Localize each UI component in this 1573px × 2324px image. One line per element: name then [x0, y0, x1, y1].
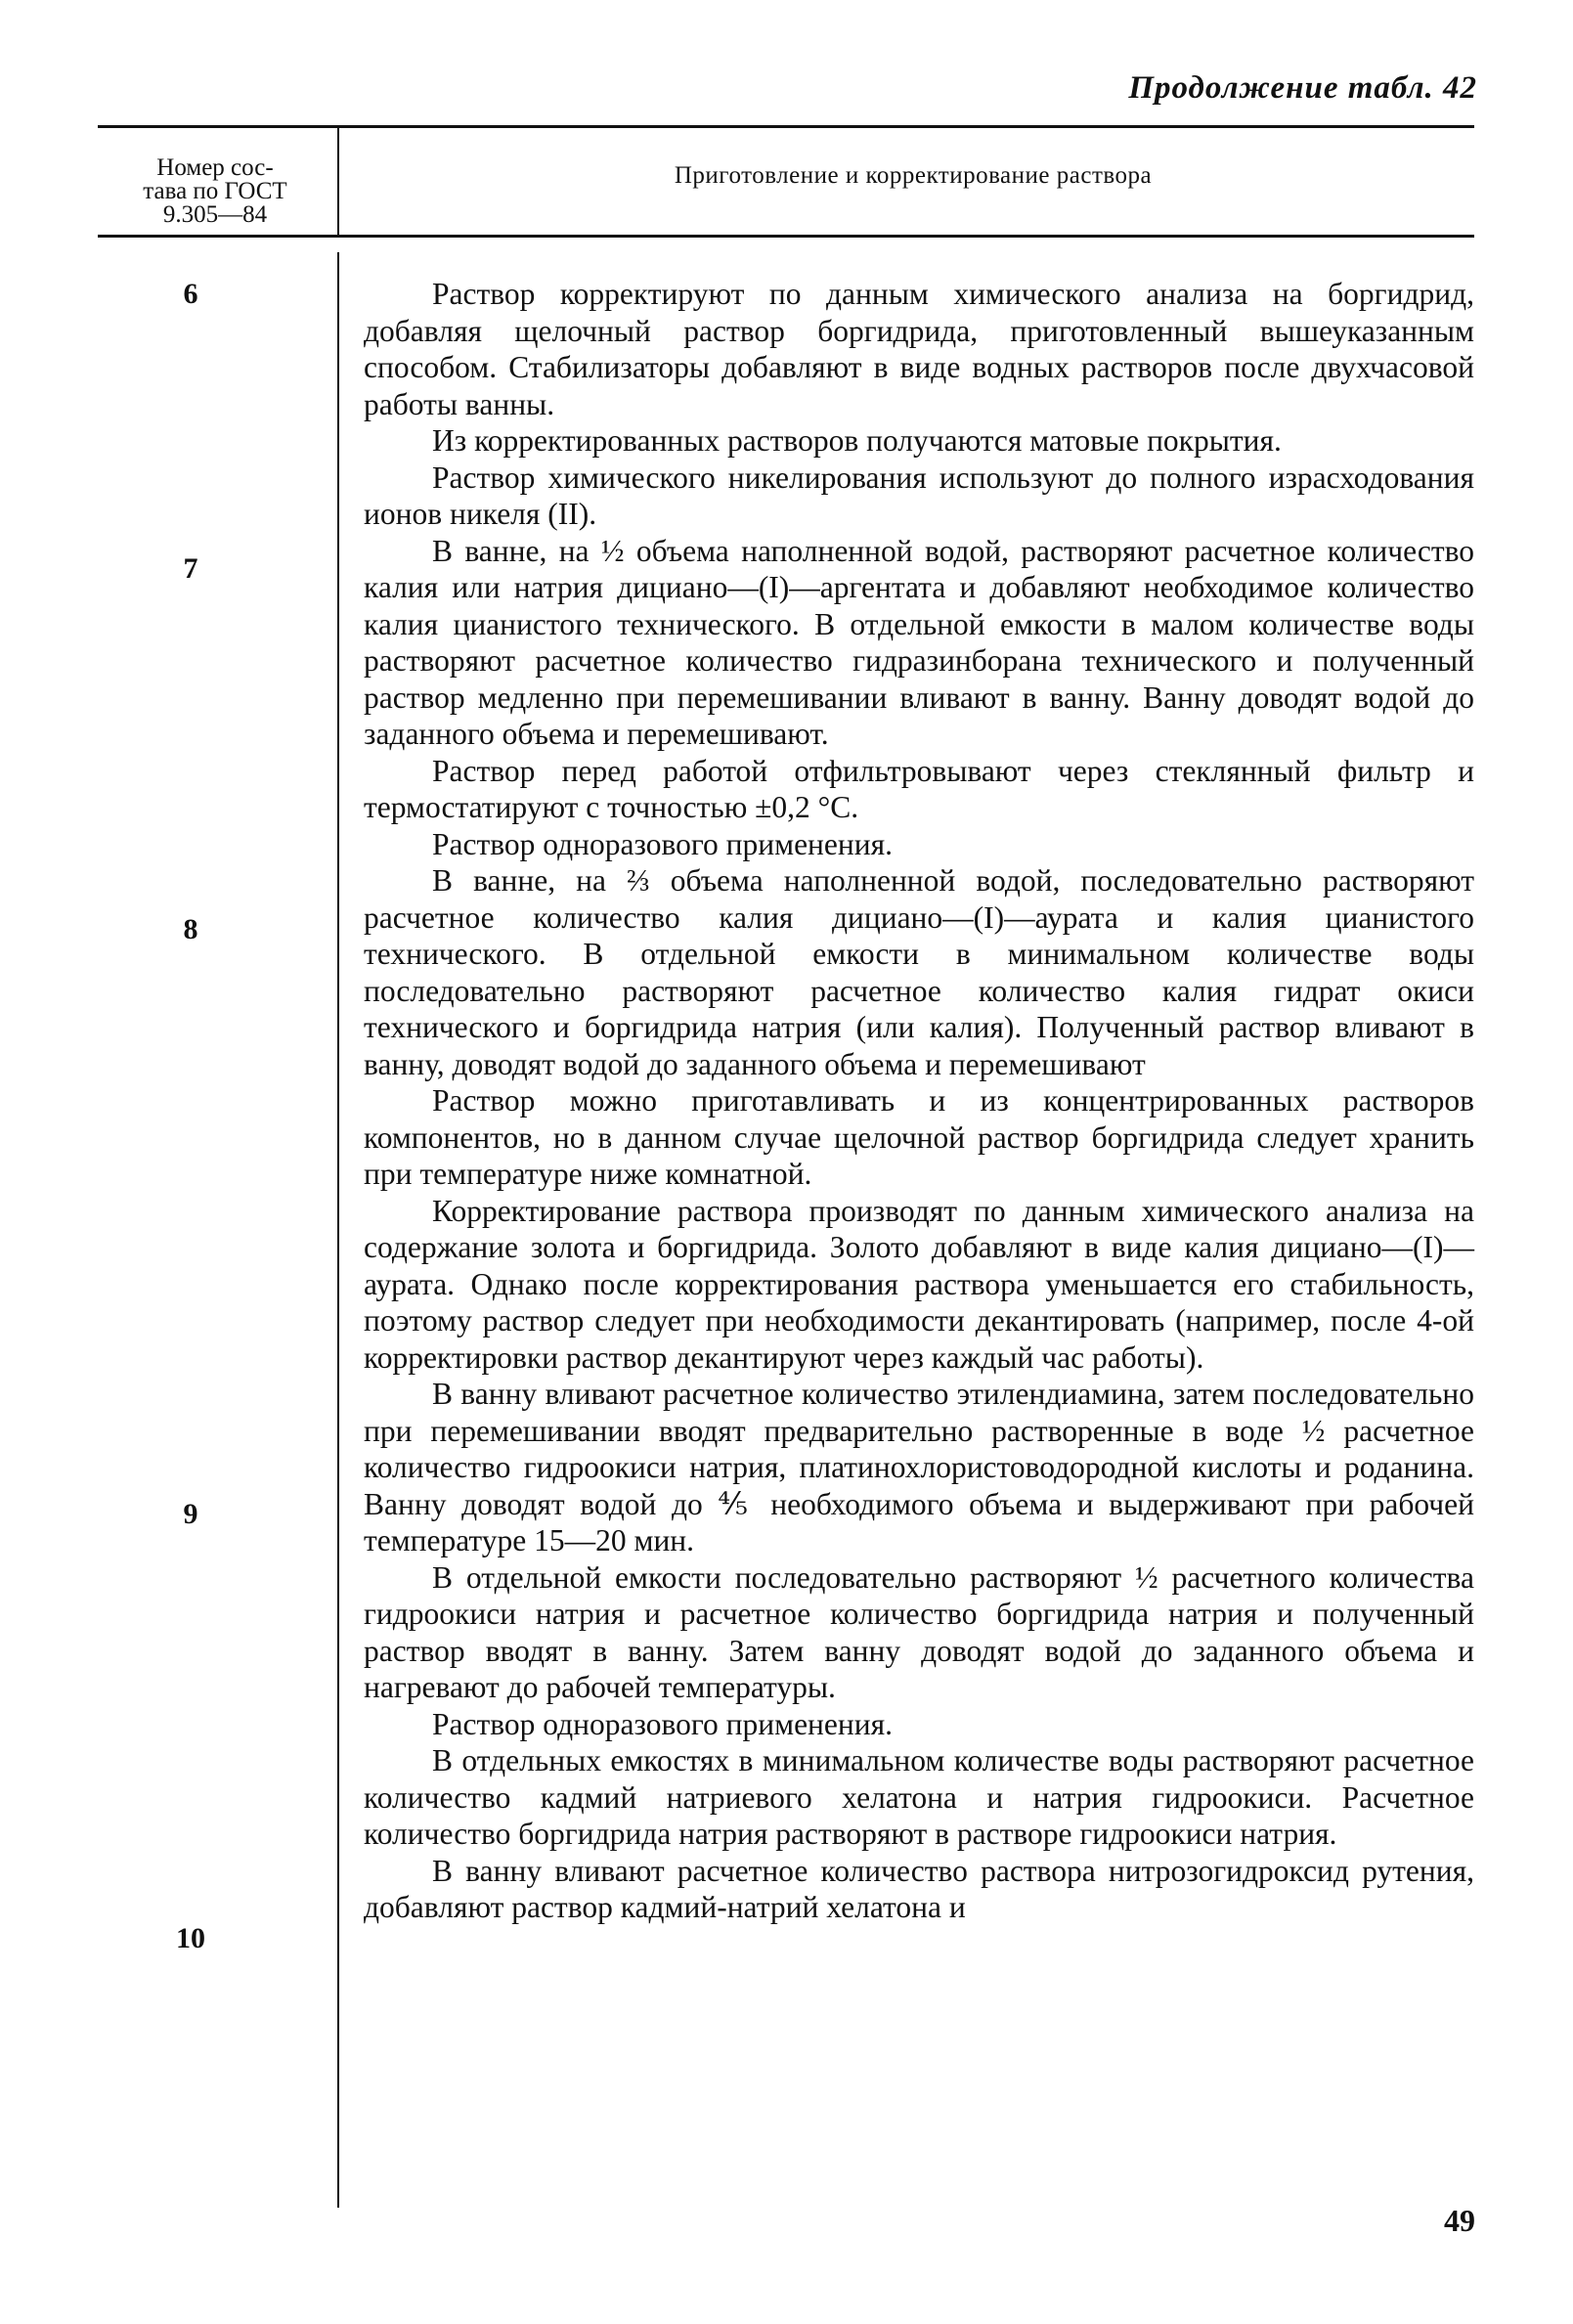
paragraph: В ванне, на ⅔ объема наполненной водой, последовательно растворяют расчетное количество калия дициано—(I)—аурата и калия цианистого технического. В отдельной емкости в минимальном количестве воды последовательно растворяют расчетное количество калия гидрат окиси технического и боргидрида натрия (или калия). Полученный раствор вливают в ванну, доводят водой до заданного объема и перемешивают: [364, 863, 1474, 1081]
paragraph: В отдельной емкости последовательно растворяют ½ расчетного количества гидроокиси натрия и расчетное количество боргидрида натрия и полученный раствор вводят в ванну. Затем ванну доводят водой до заданного объема и нагревают до рабочей температуры.: [364, 1559, 1474, 1704]
column-header-composition-number: [98, 156, 332, 227]
paragraph: В ванну вливают расчетное количество раствора нитрозогидроксид рутения, добавляют раствор кадмий-натрий хелатона и: [364, 1853, 1474, 1924]
column-header-line-2: тава по ГОСТ: [143, 178, 287, 204]
column-header-line-1: Номер сос-: [156, 154, 274, 181]
page-number: 49: [1444, 2203, 1475, 2238]
table-top-rule: [98, 125, 1474, 128]
paragraph: Раствор корректируют по данным химического анализа на боргидрид, добавляя щелочный раствор боргидрида, приготовленный вышеуказанным способом. Стабилизаторы добавляют в виде водных растворов после двухчасовой работы ванны.: [364, 277, 1474, 421]
paragraph: Раствор одноразового применения.: [432, 1706, 893, 1741]
paragraph: Раствор можно приготавливать и из концентрированных растворов компонентов, но в данном случае щелочной раствор боргидрида следует хранить при температуре ниже комнатной.: [364, 1083, 1474, 1191]
column-header-line-3: 9.305—84: [162, 201, 268, 228]
column-header-preparation: Приготовление и корректирование раствора: [674, 162, 1153, 189]
paragraph: Раствор перед работой отфильтровывают через стеклянный фильтр и термостатируют с точностью ±0,2 °С.: [364, 753, 1474, 824]
composition-number-6: 6: [183, 278, 198, 310]
paragraph: В ванну вливают расчетное количество этилендиамина, затем последовательно при перемешивании вводят предварительно растворенные в воде ½ расчетное количество гидроокиси натрия, платинохлористоводородной кислоты и роданина. Ванну доводят водой до ⅘ необходимого объема и выдерживают при рабочей температуре 15—20 мин.: [364, 1377, 1474, 1557]
paragraph: Корректирование раствора производят по данным химического анализа на содержание золота и боргидрида. Золото добавляют в виде калия дициано—(I)—аурата. Однако после корректирования раствора уменьшается его стабильность, поэтому раствор следует при необходимости декантировать (например, после 4-ой корректировки раствор декантируют через каждый час работы).: [364, 1193, 1474, 1375]
composition-number-7: 7: [183, 552, 198, 585]
paragraph: В отдельных емкостях в минимальном количестве воды растворяют расчетное количество кадмий натриевого хелатона и натрия гидроокиси. Расчетное количество боргидрида натрия растворяют в растворе гидроокиси натрия.: [364, 1743, 1474, 1851]
paragraph: Из корректированных растворов получаются матовые покрытия.: [432, 423, 1282, 458]
column-divider-body: [337, 252, 339, 2208]
table-continuation-title: Продолжение табл. 42: [1128, 70, 1477, 106]
composition-number-10: 10: [176, 1922, 205, 1954]
paragraph: В ванне, на ½ объема наполненной водой, растворяют расчетное количество калия или натрия дициано—(I)—аргентата и добавляют необходимое количество калия цианистого технического. В отдельной емкости в малом количестве воды растворяют расчетное количество гидразинборана технического и полученный раствор медленно при перемешивании вливают в ванну. Ванну доводят водой до заданного объема и перемешивают.: [364, 533, 1474, 751]
paragraph: Раствор химического никелирования используют до полного израсходования ионов никеля (II).: [364, 460, 1474, 531]
column-divider-header: [337, 128, 339, 235]
table-header-rule: [98, 235, 1474, 238]
composition-number-9: 9: [183, 1498, 198, 1530]
composition-number-8: 8: [183, 913, 198, 945]
preparation-text: [364, 276, 1474, 1926]
paragraph: Раствор одноразового применения.: [432, 826, 893, 861]
